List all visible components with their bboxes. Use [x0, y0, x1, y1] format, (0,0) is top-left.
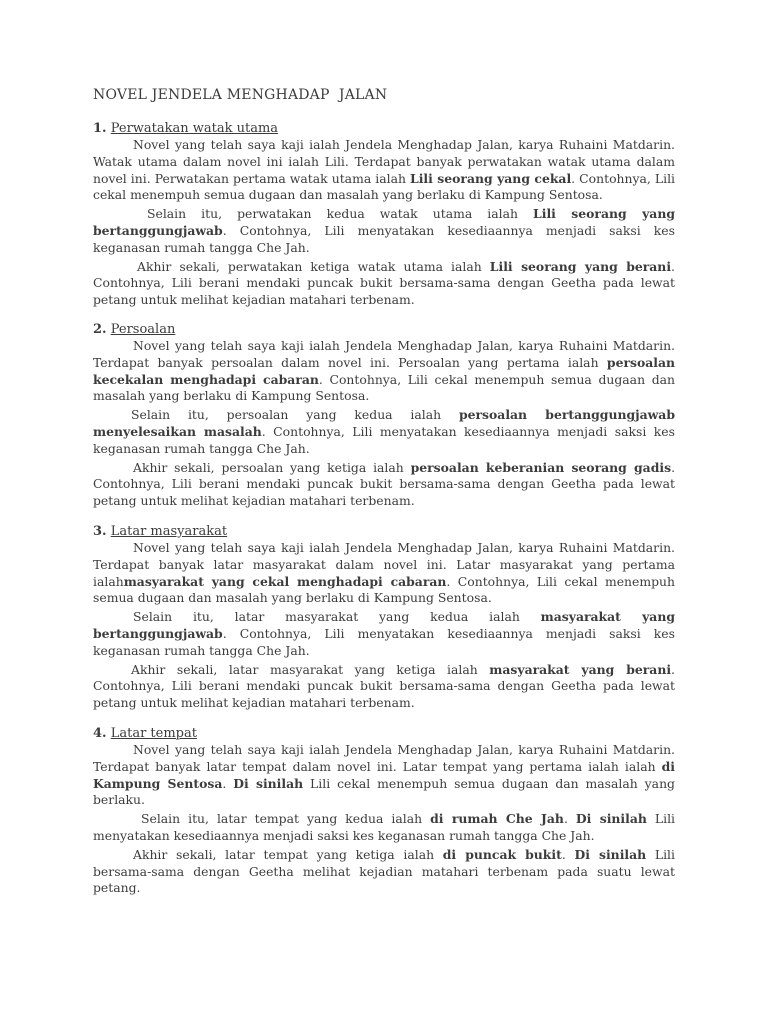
text-run: . Contohnya, Lili cekal menempuh semua dugaan dan masalah yang berlaku di Kampung Sentosa.	[93, 371, 675, 404]
text-run: . Contohnya, Lili cekal menempuh semua dugaan dan masalah yang berlaku di Kampung Sentosa.	[93, 170, 675, 203]
section-number: 2.	[93, 322, 107, 337]
text-run: Novel yang telah saya kaji ialah Jendela Menghadap Jalan, karya Ruhaini Matdarin. Terdapat banyak persoalan dalam novel ini. Persoalan yang pertama ialah	[93, 338, 675, 370]
section-heading-label: Latar masyarakat	[110, 524, 228, 539]
paragraph	[93, 662, 675, 712]
paragraph	[93, 540, 675, 607]
bold-text: persoalan bertanggungjawab menyelesaikan masalah	[93, 407, 676, 439]
text-run: . Contohnya, Lili menyatakan kesediaannya menjadi saksi kes keganasan rumah tangga Che Jah.	[93, 222, 675, 255]
bold-text: Lili seorang yang cekal	[410, 170, 572, 186]
section-body	[93, 338, 675, 510]
bold-text: Di sinilah	[575, 811, 647, 827]
section-persoalan	[93, 322, 675, 512]
section-body	[93, 742, 675, 897]
paragraph	[93, 338, 675, 405]
text-run: . Contohnya, Lili menyatakan kesediaannya menjadi saksi kes keganasan rumah tangga Che Jah.	[93, 625, 675, 658]
paragraph	[93, 407, 675, 457]
text-run: .	[561, 846, 575, 862]
text-run: .	[563, 811, 576, 827]
text-run: . Contohnya, Lili berani mendaki puncak bukit bersama-sama dengan Geetha pada lewat petang untuk melihat kejadian matahari terbenam.	[93, 661, 675, 711]
paragraph	[93, 609, 675, 659]
section-body	[93, 137, 675, 309]
paragraph	[93, 137, 675, 204]
section-heading	[93, 121, 675, 137]
section-heading	[93, 726, 675, 742]
section-number: 3.	[93, 524, 107, 539]
bold-text: persoalan kecekalan menghadapi cabaran	[93, 354, 675, 387]
section-heading-label: Persoalan	[110, 322, 176, 337]
section-number: 1.	[93, 121, 107, 136]
text-run: Novel yang telah saya kaji ialah Jendela Menghadap Jalan, karya Ruhaini Matdarin. Terdapat banyak latar tempat dalam novel ini. Latar tempat yang pertama ialah ialah	[93, 742, 675, 774]
text-run: Novel yang telah saya kaji ialah Jendela Menghadap Jalan, karya Ruhaini Matdarin. Terdapat banyak latar masyarakat dalam novel ini. Latar masyarakat yang pertama ialah	[93, 540, 675, 589]
bold-text: di Kampung Sentosa	[93, 758, 675, 791]
text-run: Selain itu, perwatakan kedua watak utama ialah	[147, 206, 534, 222]
bold-text: di puncak bukit	[442, 846, 562, 862]
text-run: . Contohnya, Lili berani mendaki puncak bukit bersama-sama dengan Geetha pada lewat petang untuk melihat kejadian matahari terbenam.	[93, 459, 676, 509]
text-run: Selain itu, persoalan yang kedua ialah	[131, 407, 459, 423]
bold-text: Di sinilah	[574, 846, 647, 862]
bold-text: di rumah Che Jah	[430, 811, 564, 827]
bold-text: Di sinilah	[233, 775, 304, 791]
section-heading	[93, 322, 675, 338]
text-run: Selain itu, latar masyarakat yang kedua ialah	[133, 609, 541, 625]
text-run: Lili bersama-sama dengan Geetha melihat kejadian matahari terbenam pada suatu lewat petang.	[93, 846, 675, 896]
paragraph	[93, 206, 675, 256]
text-run: Akhir sekali, persoalan yang ketiga ialah	[133, 459, 411, 475]
bold-text: masyarakat yang berani	[489, 661, 672, 677]
paragraph	[93, 811, 675, 845]
section-number: 4.	[93, 726, 107, 741]
paragraph	[93, 742, 675, 809]
text-run: .	[222, 775, 234, 791]
text-run: Novel yang telah saya kaji ialah Jendela Menghadap Jalan, karya Ruhaini Matdarin. Watak utama dalam novel ini ialah Lili. Terdapat banyak perwatakan watak utama dalam novel ini. Perwatakan pertama watak utama ialah	[93, 137, 675, 186]
text-run: Selain itu, latar tempat yang kedua ialah	[141, 811, 431, 827]
text-run: Lili menyatakan kesediaannya menjadi saksi kes keganasan rumah tangga Che Jah.	[93, 811, 675, 843]
section-latar-tempat	[93, 726, 675, 899]
bold-text: masyarakat yang bertanggungjawab	[93, 609, 676, 641]
paragraph	[93, 847, 675, 897]
text-run: . Contohnya, Lili menyatakan kesediaannya menjadi saksi kes keganasan rumah tangga Che Jah.	[93, 423, 675, 456]
text-run: Akhir sekali, latar tempat yang ketiga ialah	[133, 846, 443, 862]
section-perwatakan	[93, 121, 675, 311]
text-run: Akhir sekali, perwatakan ketiga watak utama ialah	[137, 258, 490, 274]
text-run: Lili cekal menempuh semua dugaan dan masalah yang berlaku.	[93, 775, 675, 808]
text-run: Akhir sekali, latar masyarakat yang ketiga ialah	[131, 661, 490, 677]
section-latar-masyarakat	[93, 524, 675, 714]
section-body	[93, 540, 675, 712]
document-title: NOVEL JENDELA MENGHADAP JALAN	[93, 87, 388, 103]
bold-text: masyarakat yang cekal menghadapi cabaran	[123, 573, 447, 589]
bold-text: persoalan keberanian seorang gadis	[410, 459, 672, 475]
bold-text: Lili seorang yang berani	[489, 258, 672, 274]
section-heading	[93, 524, 675, 540]
text-run: . Contohnya, Lili berani mendaki puncak bukit bersama-sama dengan Geetha pada lewat petang untuk melihat kejadian matahari terbenam.	[93, 258, 675, 308]
text-run: . Contohnya, Lili cekal menempuh semua dugaan dan masalah yang berlaku di Kampung Sentosa.	[93, 573, 675, 606]
bold-text: Lili seorang yang bertanggungjawab	[93, 206, 675, 238]
paragraph	[93, 460, 675, 510]
section-heading-label: Latar tempat	[110, 726, 197, 741]
section-heading-label: Perwatakan watak utama	[110, 121, 279, 136]
paragraph	[93, 259, 675, 309]
